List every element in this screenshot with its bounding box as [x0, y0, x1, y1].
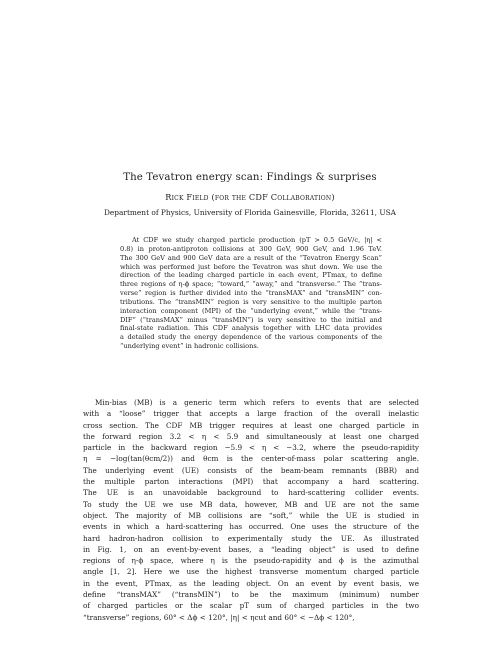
body-line: cross section. The CDF MB trigger requires at least one charged particle in: [83, 420, 419, 430]
abstract-line: interaction component (MPI) of the “underlying event,” while the “trans-: [120, 306, 382, 315]
body-line: with a “loose” trigger that accepts a large fraction of the overall inelastic: [83, 409, 419, 419]
body-line: events in which a hard-scattering has occurred. One uses the structure of the: [83, 522, 419, 532]
body-line: the multiple parton interactions (MPI) that accompany a hard scattering.: [83, 477, 419, 487]
body-line: To study the UE we use MB data, however, MB and UE are not the same: [83, 499, 419, 509]
abstract-line: a detailed study the energy dependence of the various components of the: [120, 333, 382, 342]
body-line: of charged particles or the scalar pT sum of charged particles in the two: [83, 601, 419, 611]
abstract-line: The 300 GeV and 900 GeV data are a result of the “Tevatron Energy Scan”: [120, 253, 382, 262]
body-line: The UE is an unavoidable background to hard-scattering collider events.: [83, 488, 419, 498]
abstract-line: direction of the leading charged particle in each event, PTmax, to define: [120, 271, 382, 280]
body-line: regions of η-ϕ space, where η is the pseudo-rapidity and ϕ is the azimuthal: [83, 556, 419, 566]
abstract-line: verse” region is further divided into the “transMAX” and “transMIN” con-: [120, 289, 382, 298]
abstract-line: At CDF we study charged particle production (pT > 0.5 GeV/c, |η| <: [132, 236, 382, 244]
abstract-line: tributions. The “transMIN” region is very sensitive to the multiple parton: [120, 297, 382, 306]
abstract-line: three regions of η-ϕ space; “toward,” “away,” and “transverse.” The “trans-: [120, 280, 382, 289]
body-line: the forward region 3.2 < η < 5.9 and simultaneously at least one charged: [83, 431, 419, 441]
body-line: hard hadron-hadron collision to experimentally study the UE. As illustrated: [83, 533, 419, 543]
body-line: particle in the backward region −5.9 < η < −3.2, where the pseudo-rapidity: [83, 443, 419, 453]
body-line: object. The majority of MB collisions are “soft,” while the UE is studied in: [83, 510, 419, 520]
paper-author: Rick Field (for the CDF Collaboration): [165, 192, 335, 202]
abstract-line: DIF” (“transMAX” minus “transMIN”) is very sensitive to the initial and: [120, 315, 382, 324]
body-line: in the event, PTmax, as the leading object. On an event by event basis, we: [83, 578, 419, 588]
body-line: Min-bias (MB) is a generic term which refers to events that are selected: [95, 398, 419, 407]
abstract-line: final-state radiation. This CDF analysis together with LHC data provides: [120, 324, 382, 333]
abstract-line: 0.8) in proton-antiproton collisions at 300 GeV, 900 GeV, and 1.96 TeV.: [120, 244, 382, 253]
body-line: η = −log(tan(θcm/2)) and θcm is the center-of-mass polar scattering angle.: [83, 454, 419, 464]
paper-title: The Tevatron energy scan: Findings & surprises: [123, 172, 377, 183]
paper-affiliation: Department of Physics, University of Florida Gainesville, Florida, 32611, USA: [103, 208, 397, 217]
abstract-line: “underlying event” in hadronic collisions.: [120, 342, 259, 351]
paper-body-text: [83, 397, 419, 623]
abstract-line: which was performed just before the Tevatron was shut down. We use the: [120, 262, 382, 271]
body-line: in Fig. 1, on an event-by-event bases, a “leading object” is used to define: [83, 544, 419, 554]
body-line: angle [1, 2]. Here we use the highest transverse momentum charged particle: [83, 567, 419, 577]
body-line: The underlying event (UE) consists of the beam-beam remnants (BBR) and: [83, 465, 419, 475]
body-line: “transverse” regions, 60° < Δϕ < 120°, |η| < ηcut and 60° < −Δϕ < 120°,: [83, 612, 355, 622]
paper-abstract: [120, 236, 382, 351]
body-line: define “transMAX” (“transMIN”) to be the maximum (minimum) number: [83, 590, 419, 600]
